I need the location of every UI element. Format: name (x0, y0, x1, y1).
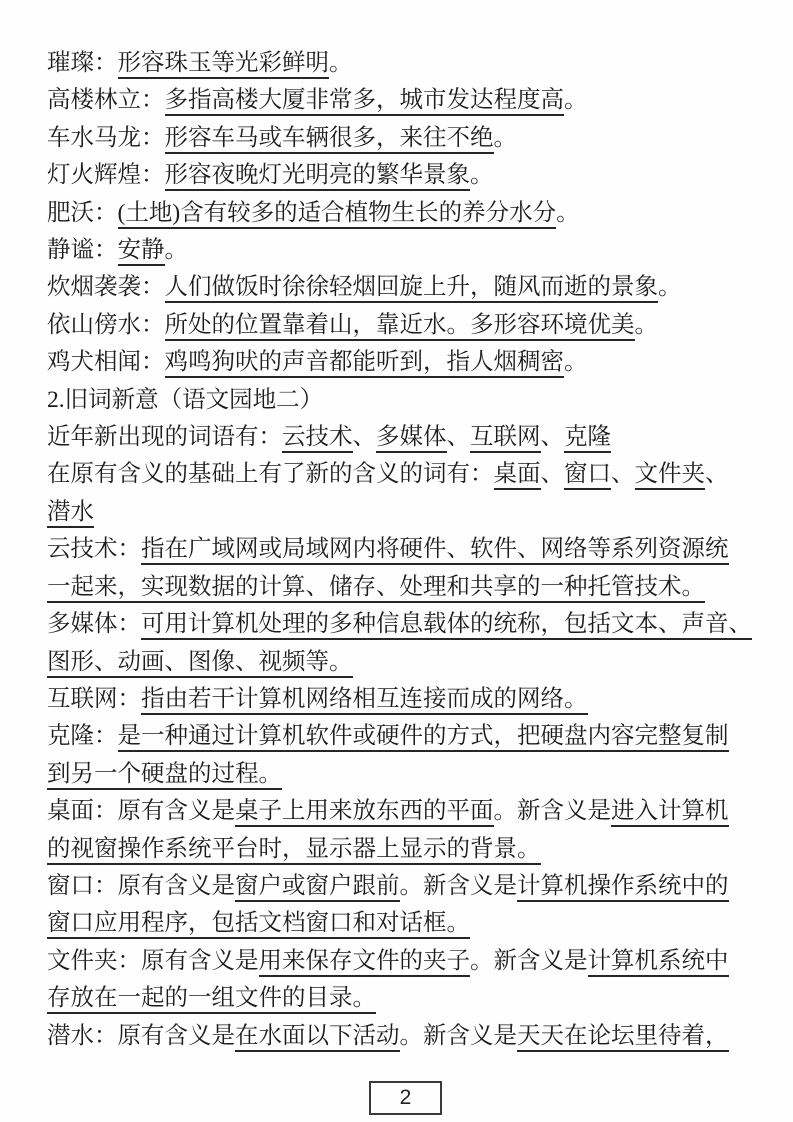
plain-text: 肥沃： (47, 199, 118, 226)
underlined-text: 进入计算机 (611, 798, 729, 827)
text-line (47, 419, 759, 456)
page-number: 2 (399, 1086, 412, 1109)
underlined-text: 潜水 (47, 499, 94, 528)
text-line (47, 382, 759, 419)
plain-text: 。 (564, 349, 588, 376)
text-line (47, 307, 759, 344)
text-line (47, 157, 759, 194)
text-line (47, 793, 759, 830)
text-line (47, 569, 759, 606)
text-line (47, 494, 759, 531)
plain-text: 、 (540, 461, 564, 488)
text-line (47, 45, 759, 82)
plain-text: 新含义是 (423, 1022, 517, 1049)
underlined-text: 窗口应用程序，包括文档窗口和对话框。 (47, 910, 470, 939)
underlined-text: 安静 (118, 237, 165, 266)
plain-text: 、 (446, 424, 470, 451)
text-line (47, 344, 759, 381)
underlined-text: 是一种通过计算机软件或硬件的方式，把硬盘内容完整复制 (118, 723, 729, 752)
underlined-text: 互联网 (470, 424, 541, 453)
plain-text: 。 (399, 872, 423, 899)
text-line (47, 905, 759, 942)
plain-text: 新含义是 (423, 872, 517, 899)
plain-text: 桌面： (47, 798, 118, 825)
plain-text: 璀璨： (47, 50, 118, 76)
underlined-text: 存放在一起的一组文件的目录。 (47, 985, 376, 1014)
underlined-text: 多媒体 (376, 424, 447, 453)
plain-text: 。 (164, 237, 188, 264)
plain-text: 高楼林立： (47, 87, 165, 114)
plain-text: 文件夹： (47, 947, 141, 974)
text-line (47, 232, 759, 269)
plain-text: 。 (658, 274, 682, 301)
plain-text: 车水马龙： (47, 124, 165, 151)
underlined-text: 一起来，实现数据的计算、储存、处理和共享的一种托管技术。 (47, 574, 705, 603)
underlined-text: 多指高楼大厦非常多，城市发达程度高 (165, 87, 565, 116)
underlined-text: 文件夹 (635, 461, 706, 490)
underlined-text: 克隆 (564, 424, 611, 453)
plain-text: 炊烟袭袭： (47, 274, 165, 301)
underlined-text: 指在广域网或局域网内将硬件、软件、网络等系列资源统 (141, 536, 729, 565)
plain-text: 。 (493, 124, 517, 151)
underlined-text: 计算机系统中 (588, 948, 729, 977)
underlined-text: 云技术 (282, 424, 353, 453)
text-line (47, 980, 759, 1017)
underlined-text: 人们做饭时徐徐轻烟回旋上升，随风而逝的景象 (165, 274, 659, 303)
plain-text: 互联网： (47, 685, 141, 712)
plain-text: 近年新出现的词语有： (47, 424, 282, 451)
plain-text: 。 (329, 50, 353, 76)
underlined-text: 在水面以下活动 (235, 1023, 400, 1052)
plain-text: 窗口： (47, 872, 118, 899)
page-number-box (369, 1081, 442, 1115)
plain-text: 、 (705, 461, 729, 488)
text-line (47, 644, 759, 681)
text-line (47, 681, 759, 718)
underlined-text: 桌子上用来放东西的平面 (235, 798, 494, 827)
plain-text: 2.旧词新意（语文园地二） (47, 386, 324, 413)
plain-text: 。 (564, 87, 588, 114)
underlined-text: 指由若干计算机网络相互连接而成的网络。 (141, 686, 588, 715)
plain-text: 。 (556, 199, 580, 226)
plain-text: 原有含义是 (117, 1022, 235, 1049)
underlined-text: 天天在论坛里待着， (517, 1023, 729, 1052)
plain-text: 、 (540, 424, 564, 451)
plain-text: 灯火辉煌： (47, 162, 165, 189)
underlined-text: 窗口 (564, 461, 611, 490)
plain-text: 依山傍水： (47, 311, 165, 338)
plain-text: 。 (399, 1022, 423, 1049)
plain-text: 静谧： (47, 237, 118, 264)
plain-text: 。 (470, 947, 494, 974)
plain-text: 克隆： (47, 723, 118, 750)
plain-text: 。 (634, 311, 658, 338)
plain-text: 。 (470, 162, 494, 189)
underlined-text: 形容珠玉等光彩鲜明 (118, 50, 330, 79)
plain-text: 新含义是 (517, 798, 611, 825)
underlined-text: 到另一个硬盘的过程。 (47, 761, 282, 790)
text-line (47, 531, 759, 568)
plain-text: 。 (493, 798, 517, 825)
plain-text: 、 (611, 461, 635, 488)
text-line (47, 756, 759, 793)
text-line (47, 269, 759, 306)
plain-text: 新含义是 (493, 947, 588, 974)
plain-text: 在原有含义的基础上有了新的含义的词有： (47, 461, 494, 488)
text-line (47, 1018, 759, 1055)
underlined-text: 的视窗操作系统平台时，显示器上显示的背景。 (47, 836, 541, 865)
document-body (47, 45, 759, 1055)
underlined-text: 窗户或窗户跟前 (235, 873, 400, 902)
underlined-text: 可用计算机处理的多种信息载体的统称，包括文本、声音、 (141, 611, 752, 640)
underlined-text: 桌面 (494, 461, 541, 490)
text-line (47, 943, 759, 980)
text-line (47, 831, 759, 868)
underlined-text: 鸡鸣狗吠的声音都能听到，指人烟稠密 (165, 349, 565, 378)
plain-text: 、 (352, 424, 376, 451)
underlined-text: 图形、动画、图像、视频等。 (47, 649, 353, 678)
underlined-text: (土地)含有较多的适合植物生长的养分水分 (118, 200, 557, 229)
underlined-text: 形容夜晚灯光明亮的繁华景象 (165, 162, 471, 191)
text-line (47, 718, 759, 755)
plain-text: 鸡犬相闻： (47, 349, 165, 376)
text-line (47, 195, 759, 232)
text-line (47, 82, 759, 119)
underlined-text: 所处的位置靠着山，靠近水。多形容环境优美 (165, 312, 635, 341)
text-line (47, 120, 759, 157)
plain-text: 潜水： (47, 1022, 118, 1049)
plain-text: 多媒体： (47, 611, 141, 638)
plain-text: 原有含义是 (117, 798, 235, 825)
underlined-text: 用来保存文件的夹子 (259, 948, 471, 977)
underlined-text: 形容车马或车辆很多，来往不绝 (165, 125, 494, 154)
text-line (47, 868, 759, 905)
underlined-text: 计算机操作系统中的 (517, 873, 729, 902)
text-line (47, 456, 759, 493)
plain-text: 云技术： (47, 536, 141, 563)
plain-text: 原有含义是 (141, 947, 259, 974)
plain-text: 原有含义是 (117, 872, 235, 899)
text-line (47, 606, 759, 643)
